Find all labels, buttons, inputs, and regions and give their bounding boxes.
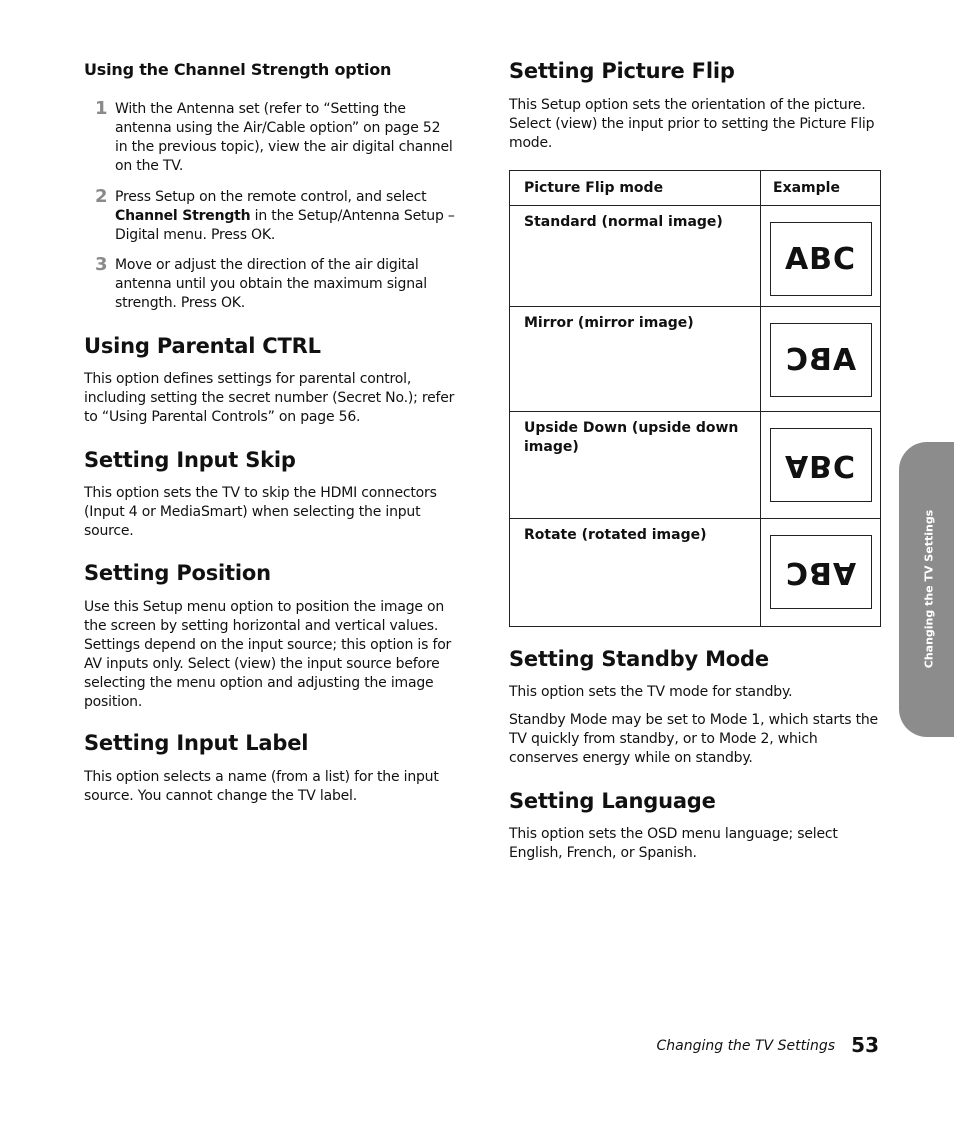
step-number: 1 — [95, 98, 108, 119]
step-text-part: in the Setup/Antenna Setup – Digital menu. Press OK. — [115, 208, 455, 243]
example-image-rotate — [770, 535, 872, 609]
input-label-body: This option selects a name (from a list) for the input source. You cannot change the TV label. — [84, 769, 439, 804]
standby-body-1: This option sets the TV mode for standby. — [509, 684, 793, 700]
input-label-heading: Setting Input Label — [84, 731, 309, 755]
position-body: Use this Setup menu option to position the image on the screen by setting horizontal and vertical values. Settings depend on the input source; this option is for AV inputs only. Select (view) the input source before selecting the menu option and adjusting the image position. — [84, 599, 452, 710]
table-row — [510, 412, 881, 519]
table-row — [510, 206, 881, 307]
step-text — [115, 188, 455, 245]
mode-cell: Standard (normal image) — [510, 206, 761, 307]
header-example: Example — [761, 171, 881, 206]
example-image-upside-down — [770, 428, 872, 502]
example-cell — [761, 307, 881, 412]
example-text: ABC — [784, 241, 857, 277]
parental-body: This option defines settings for parental control, including setting the secret number (Secret No.); refer to “Using Parental Controls” on page 56. — [84, 371, 455, 425]
picture-flip-body: This Setup option sets the orientation of the picture. Select (view) the input prior to setting the Picture Flip mode. — [509, 97, 875, 151]
mode-cell: Upside Down (upside down image) — [510, 412, 761, 519]
standby-heading: Setting Standby Mode — [509, 647, 769, 671]
table-header-row — [510, 171, 881, 206]
example-image-standard — [770, 222, 872, 296]
step-text-part: Move or adjust the direction of the air digital antenna until you obtain the maximum signal strength. Press OK. — [115, 257, 427, 311]
channel-strength-heading: Using the Channel Strength option — [84, 60, 392, 79]
step-text-bold: Channel Strength — [115, 208, 251, 224]
page-number: 53 — [851, 1033, 879, 1057]
section-tab-label: Changing the TV Settings — [922, 509, 936, 669]
example-text: ABC — [784, 342, 857, 378]
table-row — [510, 307, 881, 412]
example-image-mirror — [770, 323, 872, 397]
step-number: 2 — [95, 186, 108, 207]
example-cell — [761, 519, 881, 627]
language-heading: Setting Language — [509, 789, 716, 813]
example-cell — [761, 206, 881, 307]
input-skip-heading: Setting Input Skip — [84, 448, 296, 472]
input-skip-body: This option sets the TV to skip the HDMI connectors (Input 4 or MediaSmart) when selecting the input source. — [84, 485, 437, 539]
picture-flip-heading: Setting Picture Flip — [509, 59, 735, 83]
parental-heading: Using Parental CTRL — [84, 334, 321, 358]
header-mode: Picture Flip mode — [510, 171, 761, 206]
standby-body-2: Standby Mode may be set to Mode 1, which starts the TV quickly from standby, or to Mode 2, which conserves energy while on standby. — [509, 712, 878, 766]
step-text-part: Press Setup on the remote control, and select — [115, 189, 427, 205]
step-number: 3 — [95, 254, 108, 275]
example-text: ABC — [784, 447, 857, 483]
mode-cell: Mirror (mirror image) — [510, 307, 761, 412]
language-body: This option sets the OSD menu language; select English, French, or Spanish. — [509, 826, 838, 861]
example-cell — [761, 412, 881, 519]
example-text: ABC — [784, 554, 857, 590]
footer-section-title: Changing the TV Settings — [656, 1038, 835, 1054]
step-text — [115, 100, 455, 176]
picture-flip-table — [509, 170, 881, 627]
step-text-part: With the Antenna set (refer to “Setting the antenna using the Air/Cable option” on page 52 in the previous topic), view the air digital channel on the TV. — [115, 101, 453, 174]
mode-cell: Rotate (rotated image) — [510, 519, 761, 627]
step-text — [115, 256, 455, 313]
position-heading: Setting Position — [84, 561, 271, 585]
table-row — [510, 519, 881, 627]
